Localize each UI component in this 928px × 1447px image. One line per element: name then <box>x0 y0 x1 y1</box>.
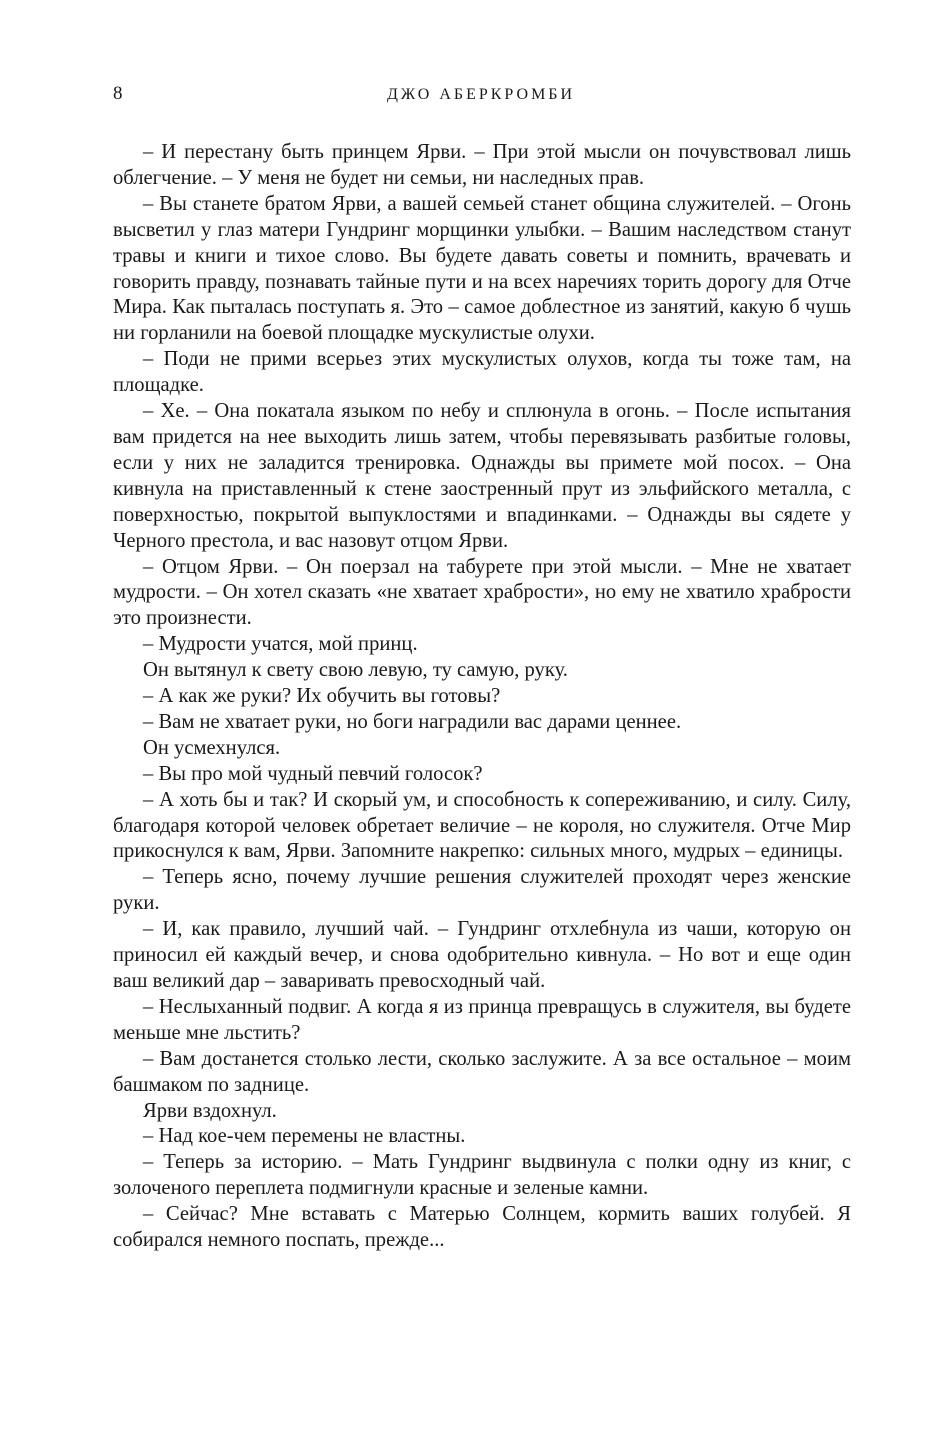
page-number: 8 <box>113 83 123 104</box>
paragraph: – И перестану быть принцем Ярви. – При этой мысли он почувствовал лишь облегчение. – У меня не будет ни семьи, ни наследных прав. <box>113 141 851 189</box>
running-head-author: ДЖО АБЕРКРОМБИ <box>386 86 576 103</box>
paragraph: Ярви вздохнул. <box>143 1099 277 1122</box>
paragraph: – Сейчас? Мне вставать с Матерью Солнцем, кормить ваших голубей. Я собирался немного поспать, прежде... <box>113 1203 851 1252</box>
paragraph: – Мудрости учатся, мой принц. <box>143 633 418 656</box>
paragraph: – А хоть бы и так? И скорый ум, и способность к сопереживанию, и силу. Силу, благодаря которой человек обретает величие – не короля, но служителя. Отче Мир прикоснулся к вам, Ярви. Запомните накрепко: сильных много, мудрых – единицы. <box>113 788 851 863</box>
paragraph: – Вы станете братом Ярви, а вашей семьей станет община служителей. – Огонь высветил у глаз матери Гундринг морщинки улыбки. – Вашим наследством станут травы и книги и тихое слово. Вы будете давать советы и помнить, врачевать и говорить правду, познавать тайные пути и на всех наречиях торить дорогу для Отче Мира. Как пыталась поступать я. Это – самое доблестное из занятий, какую б чушь ни горланили на боевой площадке мускулистые олухи. <box>113 192 851 345</box>
paragraph: – Хе. – Она покатала языком по небу и сплюнула в огонь. – После испытания вам придется на нее выходить лишь затем, чтобы перевязывать разбитые головы, если у них не заладится тренировка. Однажды вы примете мой посох. – Она кивнула на приставленный к стене заостренный прут из эльфийского металла, с поверхностью, покрытой выпуклостями и впадинками. – Однажды вы сядете у Черного престола, и вас назовут отцом Ярви. <box>113 400 851 552</box>
paragraph: – Поди не прими всерьез этих мускулистых олухов, когда ты тоже там, на площадке. <box>113 348 851 397</box>
paragraph: – А как же руки? Их обучить вы готовы? <box>143 685 501 708</box>
paragraph: – И, как правило, лучший чай. – Гундринг отхлебнула из чаши, которую он приносил ей каждый вечер, и снова одобрительно кивнула. – Но вот и еще один ваш великий дар – заваривать превосходный чай. <box>113 918 851 992</box>
paragraph: – Неслыханный подвиг. А когда я из принца превращусь в служителя, вы будете меньше мне льстить? <box>113 995 851 1044</box>
paragraph: Он вытянул к свету свою левую, ту самую, руку. <box>143 659 568 682</box>
paragraph: – Вам не хватает руки, но боги наградили вас дарами ценнее. <box>143 710 682 733</box>
paragraph: – Отцом Ярви. – Он поерзал на табурете при этой мысли. – Мне не хватает мудрости. – Он хотел сказать «не хватает храбрости», но ему не хватило храбрости это произнести. <box>113 555 851 630</box>
paragraph: – Вам достанется столько лести, сколько заслужите. А за все остальное – моим башмаком по заднице. <box>113 1047 851 1096</box>
paragraph: Он усмехнулся. <box>143 736 281 759</box>
paragraph: – Теперь за историю. – Мать Гундринг выдвинула с полки одну из книг, с золоченого переплета подмигнули красные и зеленые камни. <box>113 1151 851 1200</box>
body-text <box>113 140 851 1254</box>
paragraph: – Над кое-чем перемены не властны. <box>143 1125 466 1148</box>
paragraph: – Теперь ясно, почему лучшие решения служителей проходят через женские руки. <box>113 866 851 915</box>
page-header <box>113 82 849 112</box>
paragraph: – Вы про мой чудный певчий голосок? <box>143 762 483 785</box>
